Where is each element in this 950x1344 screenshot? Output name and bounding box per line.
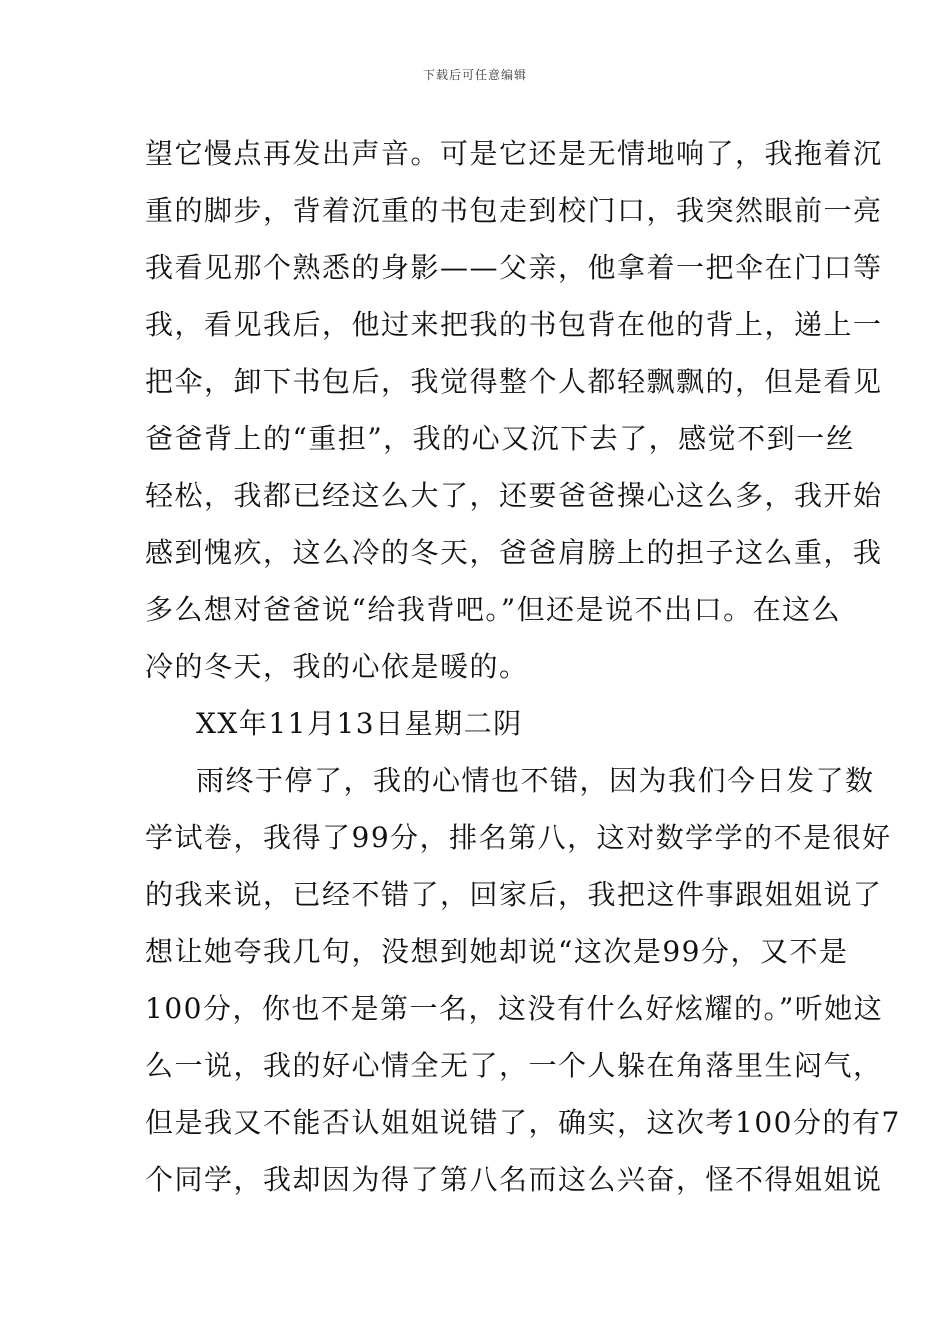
text-line: 100分，你也不是第一名，这没有什么好炫耀的。”听她这 bbox=[145, 992, 884, 1025]
text-line: 重的脚步，背着沉重的书包走到校门口，我突然眼前一亮 bbox=[145, 194, 883, 227]
text-line: 我，看见我后，他过来把我的书包背在他的背上，递上一 bbox=[145, 308, 883, 341]
text-line: 望它慢点再发出声音。可是它还是无情地响了，我拖着沉 bbox=[145, 137, 883, 170]
text-line: 爸爸背上的“重担”，我的心又沉下去了，感觉不到一丝 bbox=[145, 422, 856, 455]
text-line: 个同学，我却因为得了第八名而这么兴奋，怪不得姐姐说 bbox=[145, 1163, 883, 1196]
text-line: 但是我又不能否认姐姐说错了，确实，这次考100分的有7 bbox=[145, 1106, 901, 1139]
paragraph-start-line: 雨终于停了，我的心情也不错，因为我们今日发了数 bbox=[196, 764, 875, 797]
text-line: 么一说，我的好心情全无了，一个人躲在角落里生闷气， bbox=[145, 1049, 883, 1082]
text-line: 的我来说，已经不错了，回家后，我把这件事跟姐姐说了 bbox=[145, 878, 883, 911]
date-heading: XX年11月13日星期二阴 bbox=[196, 707, 523, 740]
text-line: 把伞，卸下书包后，我觉得整个人都轻飘飘的，但是看见 bbox=[145, 365, 883, 398]
text-line: 感到愧疚，这么冷的冬天，爸爸肩膀上的担子这么重，我 bbox=[145, 536, 883, 569]
page-header: 下载后可任意编辑 bbox=[422, 68, 527, 82]
text-line: 冷的冬天，我的心依是暖的。 bbox=[145, 650, 529, 683]
text-line: 轻松，我都已经这么大了，还要爸爸操心这么多，我开始 bbox=[145, 479, 883, 512]
text-line: 想让她夸我几句，没想到她却说“这次是99分，又不是 bbox=[145, 935, 849, 968]
text-line: 我看见那个熟悉的身影——父亲，他拿着一把伞在门口等 bbox=[145, 251, 883, 284]
text-line: 学试卷，我得了99分，排名第八，这对数学学的不是很好 bbox=[145, 821, 892, 854]
text-line: 多么想对爸爸说“给我背吧。”但还是说不出口。在这么 bbox=[145, 593, 842, 626]
